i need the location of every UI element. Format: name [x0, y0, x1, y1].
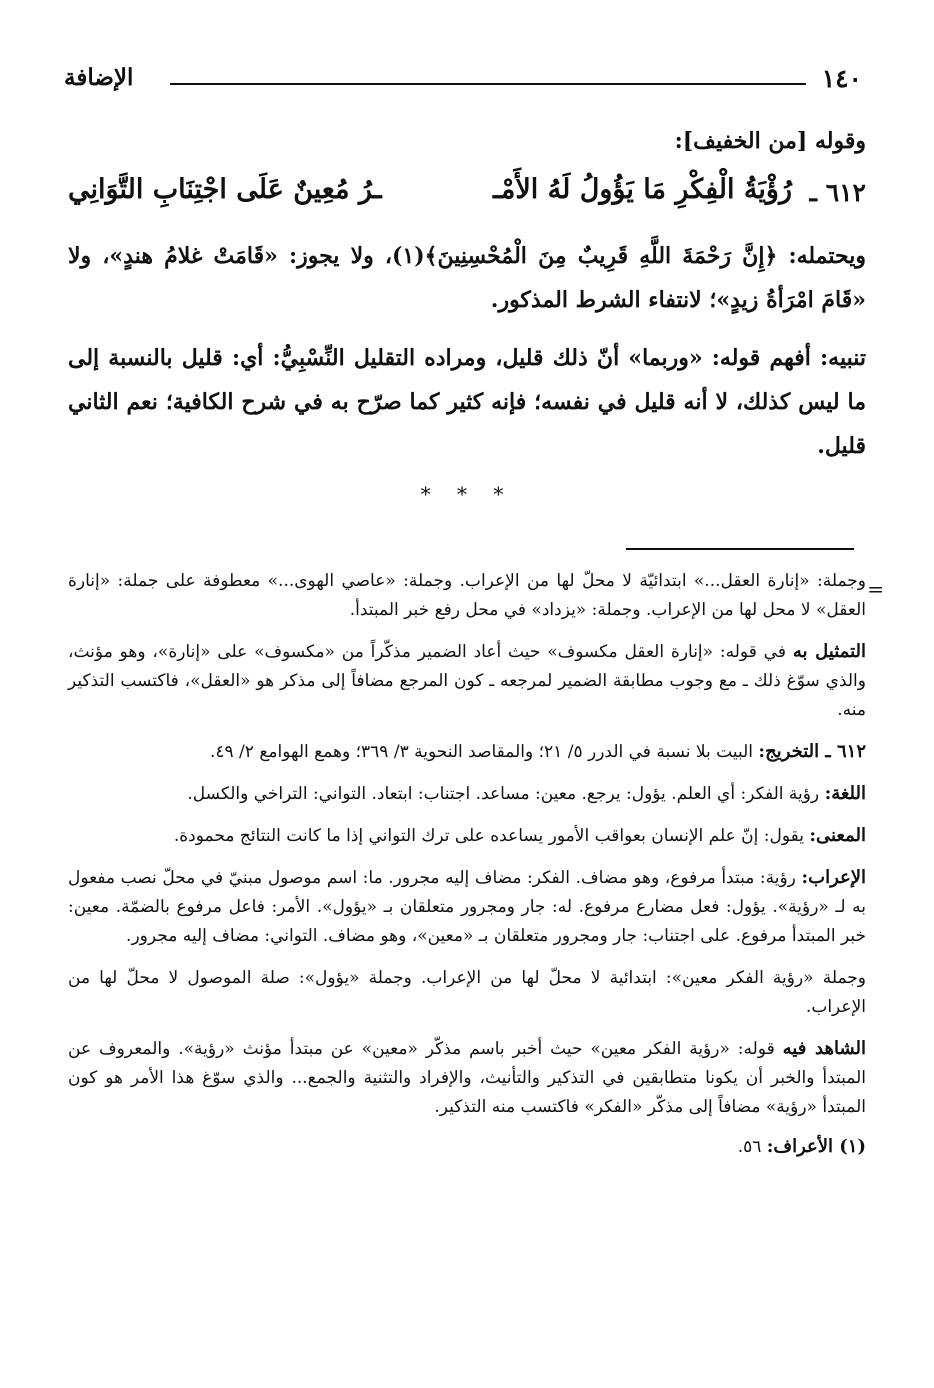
footnote-text: وجملة «رؤية الفكر معين»: ابتدائية لا محلّ لها من الإعراب. وجملة «يؤول»: صلة الموصول لا محلّ لها من الإعراب.	[68, 968, 866, 1017]
page-number: ١٤٠	[821, 64, 862, 93]
footnote-text: ٥٦.	[737, 1137, 762, 1157]
footnote-item	[68, 1034, 866, 1122]
footnote-lead: الشاهد فيه	[782, 1038, 867, 1059]
page-header	[58, 62, 868, 98]
verse-line	[68, 168, 866, 230]
footnote-lead: المعنى:	[809, 825, 866, 846]
footnote-text: يقول: إنّ علم الإنسان بعواقب الأمور يساعده على ترك التواني إذا ما كانت النتائج محمودة.	[173, 826, 804, 846]
footnote-reference	[68, 1132, 866, 1162]
footnote-item	[68, 863, 866, 951]
footnote-text: البيت بلا نسبة في الدرر ٥/ ٢١؛ والمقاصد النحوية ٣/ ٣٦٩؛ وهمع الهوامع ٢/ ٤٩.	[209, 742, 754, 762]
running-title: الإضافة	[64, 64, 134, 91]
header-rule	[170, 83, 806, 85]
verse-intro: وقوله [من الخفيف]:	[674, 128, 866, 154]
footnote-text: رؤية: مبتدأ مرفوع، وهو مضاف. الفكر: مضاف إليه مجرور. ما: اسم موصول مبنيّ في محلّ نصب مفعول به لـ «رؤية». يؤول: فعل مضارع مرفوع. له: جار ومجرور متعلقان بـ «يؤول». الأمر: فاعل مرفوع بالضمّة. معين: خبر المبتدأ مرفوع. على اجتناب: جار ومجرور متعلقان بـ «معين»، وهو مضاف. التواني: مضاف إليه مجرور.	[68, 868, 866, 946]
footnotes	[68, 566, 866, 1174]
footnote-item	[68, 737, 866, 767]
main-text	[68, 122, 866, 506]
footnote-item	[68, 821, 866, 851]
footnote-item	[68, 566, 866, 625]
section-separator: * * *	[420, 482, 514, 506]
footnote-lead: ٦١٢ ـ التخريج:	[758, 741, 866, 762]
footnote-item	[68, 779, 866, 809]
footnote-text: رؤية الفكر: أي العلم. يؤول: يرجع. معين: مساعد. اجتناب: ابتعاد. التواني: التراخي والكسل.	[187, 784, 820, 804]
footnote-item	[68, 963, 866, 1022]
note-text: أفهم قوله: «وربما» أنّ ذلك قليل، ومراده التقليل النِّسْبِيُّ: أي: قليل بالنسبة إلى ما ليس كذلك، لا أنه قليل في نفسه؛ فإنه كثير كما صرّح به في شرح الكافية؛ نعم الثاني قليل.	[68, 345, 866, 459]
continuation-mark: =	[867, 577, 884, 601]
footnote-lead: التمثيل به	[792, 641, 866, 662]
paragraph-1: ويحتمله: ﴿إِنَّ رَحْمَةَ اللَّهِ قَرِيبٌ مِنَ الْمُحْسِنِينَ﴾(١)، ولا يجوز: «قَامَتْ غلامُ هندٍ»، ولا «قَامَ امْرَأةُ زيدٍ»؛ لانتفاء الشرط المذكور.	[68, 243, 866, 313]
footnote-rule	[626, 548, 854, 550]
footnote-lead: (١) الأعراف:	[766, 1136, 866, 1157]
note-label: تنبيه:	[820, 345, 866, 371]
verse-second-hemistich: ـرُ مُعِينٌ عَلَى اجْتِنَابِ التَّوَانِي	[68, 174, 382, 205]
verse-first-hemistich: رُؤْيَةُ الْفِكْرِ مَا يَؤُولُ لَهُ الأَمْـ	[492, 174, 792, 205]
footnote-item	[68, 637, 866, 725]
footnote-text: وجملة: «إنارة العقل...» ابتدائيّة لا محلّ لها من الإعراب. وجملة: «عاصي الهوى...» معطوفة على جملة: «إنارة العقل» لا محل لها من الإعراب. وجملة: «يزداد» في محل رفع خبر المبتدأ.	[68, 571, 866, 620]
note-paragraph	[68, 336, 866, 468]
footnote-lead: اللغة:	[824, 783, 866, 804]
footnote-text: قوله: «رؤية الفكر معين» حيث أخبر باسم مذكّر «معين» عن مبتدأ مؤنث «رؤية». والمعروف عن المبتدأ والخبر أن يكونا متطابقين في التذكير والتأنيث، والإفراد والتثنية والجمع... والذي سوّغ هذا الأمر هو كون المبتدأ «رؤية» مضافاً إلى مذكّر «الفكر» فاكتسب منه التذكير.	[68, 1039, 866, 1117]
footnote-lead: الإعراب:	[801, 867, 867, 888]
footnote-text: في قوله: «إنارة العقل مكسوف» حيث أعاد الضمير مذكّراً من «مكسوف» على «إنارة»، وهو مؤنث، والذي سوّغ ذلك ـ مع وجوب مطابقة الضمير لمرجعه ـ كون المرجع مضافاً إلى مذكر هو «العقل»، فاكتسب التذكير منه.	[68, 642, 866, 720]
verse-number: ٦١٢ ـ	[809, 178, 866, 207]
